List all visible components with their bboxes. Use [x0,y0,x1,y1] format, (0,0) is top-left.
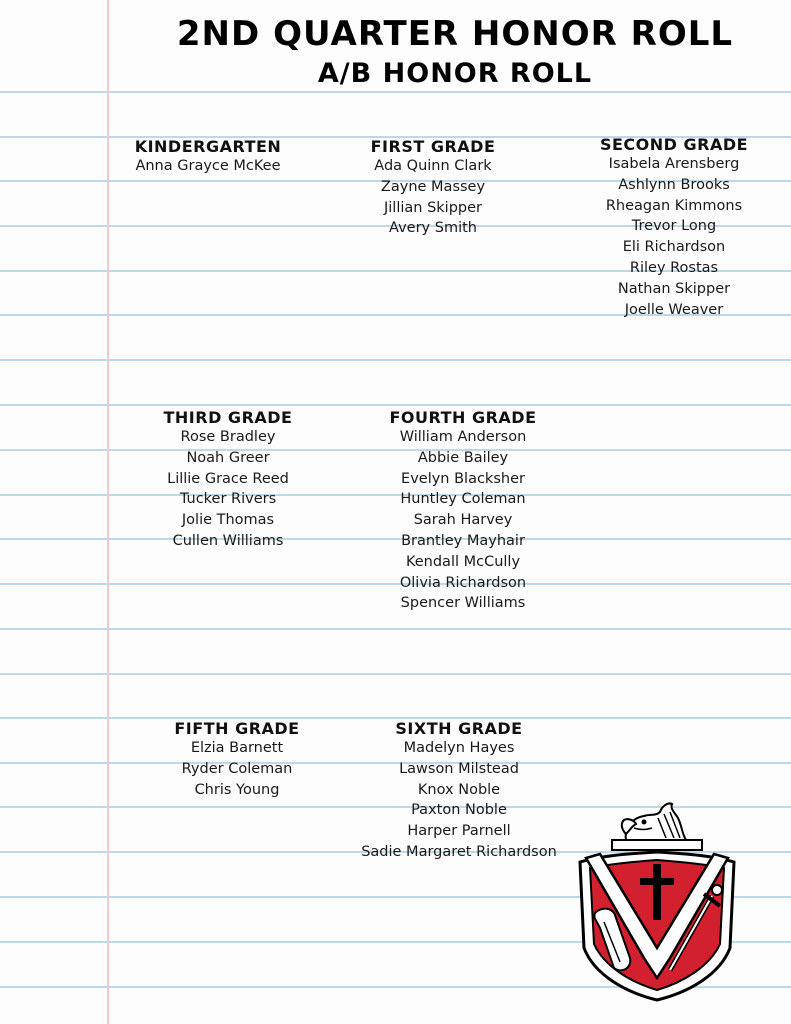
student-name: Rose Bradley [180,429,276,445]
page-title: 2ND QUARTER HONOR ROLL [176,14,734,54]
margin-rule [107,0,109,1024]
student-name: Ada Quinn Clark [374,158,492,174]
student-name: William Anderson [399,429,527,445]
student-name: Chris Young [194,781,280,798]
student-name: Joelle Weaver [624,301,724,318]
honor-list [138,427,318,552]
grade-heading: FIFTH GRADE [174,719,300,738]
ruled-line [0,91,791,93]
honor-list [147,738,327,800]
grade-heading: THIRD GRADE [163,408,293,427]
honor-list [368,427,558,614]
student-name: Rheagan Kimmons [605,197,743,214]
student-name: Eli Richardson [622,239,726,256]
student-name: Cullen Williams [172,532,284,549]
grade-heading: SIXTH GRADE [395,719,523,738]
student-name: Sarah Harvey [413,512,513,529]
student-name: Noah Greer [186,449,270,466]
grade-group-second [579,135,769,320]
honor-list [579,154,769,320]
student-name: Harper Parnell [407,823,511,840]
grade-group-kindergarten [118,137,298,177]
honor-list [343,156,523,239]
student-name: Isabela Arensberg [608,156,740,172]
ruled-line [0,359,791,361]
student-name: Ashlynn Brooks [618,176,730,193]
student-name: Huntley Coleman [400,491,526,508]
student-name: Jolie Thomas [181,512,275,529]
student-name: Lillie Grace Reed [167,470,289,487]
grade-heading: SECOND GRADE [599,135,749,154]
student-name: Abbie Bailey [417,449,509,466]
student-name: Jillian Skipper [384,199,482,216]
honor-list [118,156,298,177]
grade-group-first [343,137,523,239]
grade-heading: KINDERGARTEN [134,137,282,156]
grade-group-fifth [147,719,327,800]
ruled-line [0,673,791,675]
student-name: Brantley Mayhair [401,532,525,549]
student-name: Sadie Margaret Richardson [361,843,557,860]
school-crest-icon [574,798,740,1003]
page-subtitle: A/B HONOR ROLL [317,58,593,89]
student-name: Tucker Rivers [179,491,277,508]
student-name: Riley Rostas [629,259,719,276]
student-name: Avery Smith [389,220,477,237]
student-name: Trevor Long [631,218,717,235]
student-name: Nathan Skipper [617,280,731,297]
eagle-head-icon [622,803,686,840]
honor-list [349,738,569,863]
ruled-line [0,628,791,630]
student-name: Olivia Richardson [399,574,527,591]
student-name: Evelyn Blacksher [401,470,525,487]
student-name: Elzia Barnett [190,740,284,756]
student-name: Kendall McCully [405,553,521,570]
grade-heading: FOURTH GRADE [389,408,537,427]
ruled-line [0,404,791,406]
student-name: Knox Noble [417,781,501,798]
grade-heading: FIRST GRADE [370,137,496,156]
student-name: Paxton Noble [411,802,507,819]
grade-group-fourth [368,408,558,614]
student-name: Spencer Williams [400,595,526,612]
student-name: Zayne Massey [380,178,486,195]
student-name: Lawson Milstead [399,760,519,777]
grade-group-sixth [349,719,569,863]
student-name: Madelyn Hayes [403,740,515,756]
grade-group-third [138,408,318,552]
student-name: Anna Grayce McKee [135,158,281,174]
student-name: Ryder Coleman [181,760,293,777]
